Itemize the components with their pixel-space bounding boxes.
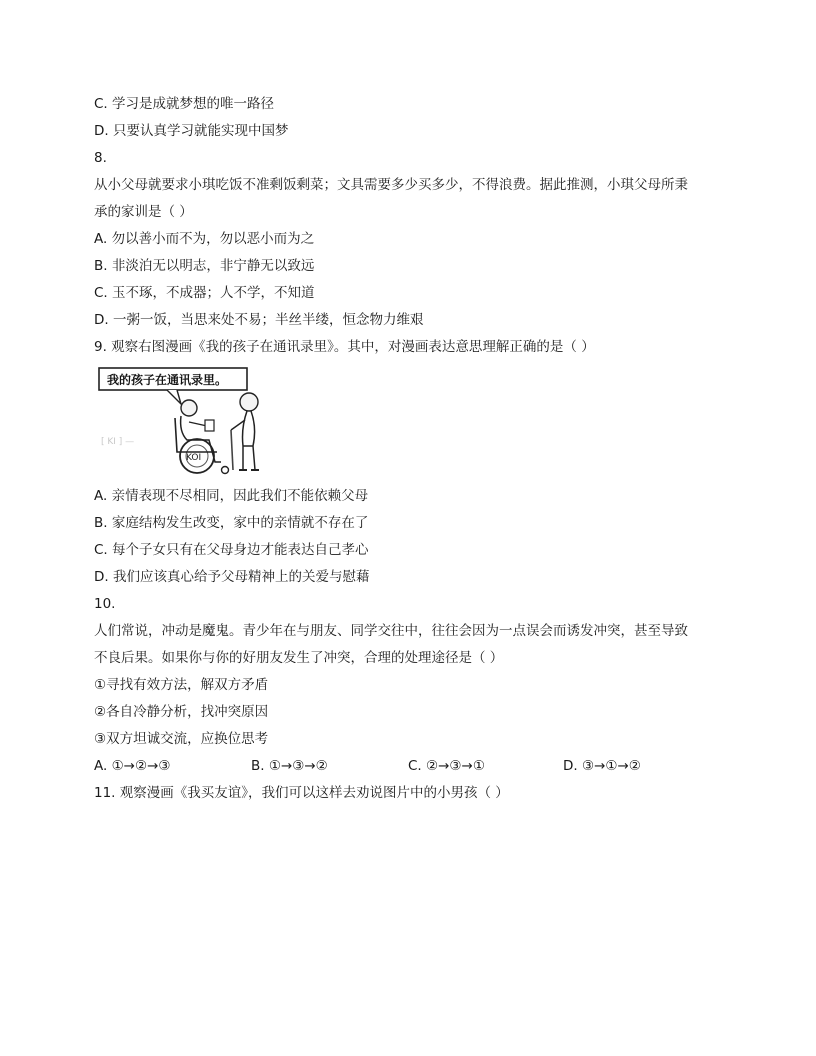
q9-option-a: A. 亲情表现不尽相同，因此我们不能依赖父母 xyxy=(94,488,369,504)
q8-option-d: D. 一粥一饭，当思来处不易；半丝半缕，恒念物力维艰 xyxy=(94,312,424,328)
q10-stem-line-1: 人们常说，冲动是魔鬼。青少年在与朋友、同学交往中，往往会因为一点误会而诱发冲突，甚至导致 xyxy=(94,623,688,639)
q9-option-c: C. 每个子女只有在父母身边才能表达自己孝心 xyxy=(94,542,369,558)
q9-stem: 9. 观察右图漫画《我的孩子在通讯录里》。其中，对漫画表达意思理解正确的是（ ） xyxy=(94,339,595,355)
q10-stem-line-2: 不良后果。如果你与你的好朋友发生了冲突，合理的处理途径是（ ） xyxy=(94,650,504,666)
q8-option-b: B. 非淡泊无以明志，非宁静无以致远 xyxy=(94,258,315,274)
q8-option-a: A. 勿以善小而不为，勿以恶小而为之 xyxy=(94,231,315,247)
q10-item-1: ①寻找有效方法，解双方矛盾 xyxy=(94,677,269,693)
q10-number: 10. xyxy=(94,596,116,612)
q8-stem-line-1: 从小父母就要求小琪吃饭不准剩饭剩菜；文具需要多少买多少，不得浪费。据此推测，小琪父母所秉 xyxy=(94,177,688,193)
q10-option-d: D. ③→①→② xyxy=(563,758,641,774)
q7-option-c: C. 学习是成就梦想的唯一路径 xyxy=(94,96,275,112)
q11-stem: 11. 观察漫画《我买友谊》，我们可以这样去劝说图片中的小男孩（ ） xyxy=(94,785,509,801)
q10-item-3: ③双方坦诚交流，应换位思考 xyxy=(94,731,269,747)
svg-text:KOI: KOI xyxy=(186,453,202,463)
q10-option-b: B. ①→③→② xyxy=(251,758,328,774)
q10-option-a: A. ①→②→③ xyxy=(94,758,171,774)
cartoon-caption: 我的孩子在通讯录里。 xyxy=(107,373,228,387)
q8-stem-line-2: 承的家训是（ ） xyxy=(94,204,193,220)
q8-number: 8. xyxy=(94,150,107,166)
q9-option-b: B. 家庭结构发生改变，家中的亲情就不存在了 xyxy=(94,515,369,531)
q7-option-d: D. 只要认真学习就能实现中国梦 xyxy=(94,123,289,139)
q10-option-c: C. ②→③→① xyxy=(408,758,485,774)
q9-option-d: D. 我们应该真心给予父母精神上的关爱与慰藉 xyxy=(94,569,370,585)
q10-item-2: ②各自冷静分析，找冲突原因 xyxy=(94,704,269,720)
cartoon-illustration xyxy=(97,366,283,476)
q8-option-c: C. 玉不琢，不成器；人不学，不知道 xyxy=(94,285,315,301)
svg-text:[ KI ] —: [ KI ] — xyxy=(101,437,135,447)
